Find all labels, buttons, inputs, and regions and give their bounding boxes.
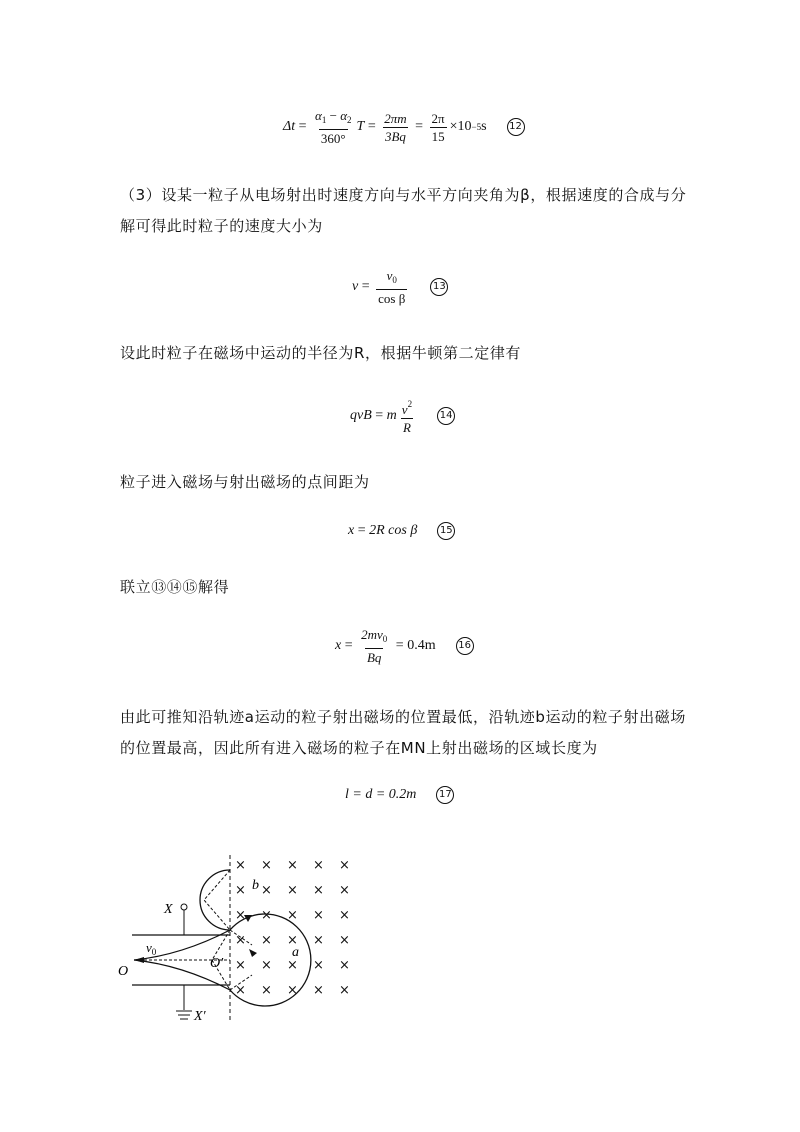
field-cross: × [313, 983, 324, 998]
equation-12: Δt = $\frac{\alpha_1 - \alpha_2}{360^\circ}$ T = $\frac{2\pi m}{3Bq}$ = $\frac{2\pi}{15}$ ×10 −5 s 12 [283, 108, 525, 146]
field-cross: × [313, 933, 324, 948]
label-x: X [164, 902, 173, 917]
field-cross: × [339, 983, 350, 998]
eq12-period: T [356, 119, 365, 134]
equation-17: l = d = 0.2m 17 [345, 786, 454, 804]
field-cross: × [261, 908, 272, 923]
equation-15: x = 2R cos β 15 [348, 522, 455, 540]
eq17-number: 17 [436, 786, 454, 804]
field-cross: × [313, 958, 324, 973]
field-cross: × [339, 883, 350, 898]
label-oprime: O′ [210, 956, 224, 971]
field-cross: × [287, 983, 298, 998]
eq12-frac-2: $\frac{2\pi m}{3Bq}$ [384, 110, 407, 144]
equation-16: x = $\frac{2mv_0}{Bq}$ = 0.4m 16 [335, 627, 474, 665]
eq12-lhs: Δt [283, 119, 296, 134]
field-cross: × [235, 958, 246, 973]
label-o: O [118, 964, 129, 979]
eq12-frac-1: $\frac{\alpha_1 - \alpha_2}{360^\circ}$ [315, 108, 352, 146]
paragraph-radius: 设此时粒子在磁场中运动的半径为R，根据牛顿第二定律有 [120, 344, 522, 362]
eq12-frac-3: $\frac{2\pi}{15}$ [431, 110, 445, 144]
field-cross: × [235, 933, 246, 948]
paragraph-solve: 联立⑬⑭⑮解得 [120, 578, 230, 596]
field-cross: × [339, 908, 350, 923]
field-cross: × [339, 958, 350, 973]
field-cross: × [287, 958, 298, 973]
field-cross: × [313, 858, 324, 873]
field-cross: × [261, 933, 272, 948]
field-cross: × [261, 983, 272, 998]
paragraph-distance: 粒子进入磁场与射出磁场的点间距为 [120, 473, 370, 491]
field-cross: × [235, 983, 246, 998]
field-cross: × [261, 858, 272, 873]
field-cross: × [313, 883, 324, 898]
field-cross: × [339, 858, 350, 873]
field-cross: × [313, 908, 324, 923]
paragraph-conclusion: 由此可推知沿轨迹a运动的粒子射出磁场的位置最低，沿轨迹b运动的粒子射出磁场的位置最高，因此所有进入磁场的粒子在MN上射出磁场的区域长度为 [120, 708, 686, 757]
field-cross: × [235, 858, 246, 873]
eq13-number: 13 [430, 278, 448, 296]
field-cross: × [339, 933, 350, 948]
label-xprime: X′ [194, 1009, 206, 1024]
field-cross: × [287, 908, 298, 923]
eq15-number: 15 [437, 522, 455, 540]
label-b: b [252, 878, 259, 893]
eq14-number: 14 [437, 407, 455, 425]
label-a: a [292, 945, 299, 960]
field-cross: × [287, 858, 298, 873]
equation-13: v = $\frac{v_0}{\text{cos β}}$ 13 [352, 268, 448, 306]
magnetic-field-figure [112, 845, 372, 1030]
label-v0: $v_0$ [146, 940, 157, 957]
field-cross: × [261, 883, 272, 898]
field-cross: × [235, 883, 246, 898]
paragraph-part3: （3）设某一粒子从电场射出时速度方向与水平方向夹角为β，根据速度的合成与分解可得此时粒子的速度大小为 [120, 186, 687, 235]
field-cross: × [261, 958, 272, 973]
eq16-number: 16 [456, 637, 474, 655]
field-cross: × [235, 908, 246, 923]
equation-14: qvB = m $\frac{v^2}{R}$ 14 [350, 397, 455, 435]
field-cross: × [287, 883, 298, 898]
eq12-number: 12 [507, 118, 525, 136]
field-cross: × [287, 933, 298, 948]
